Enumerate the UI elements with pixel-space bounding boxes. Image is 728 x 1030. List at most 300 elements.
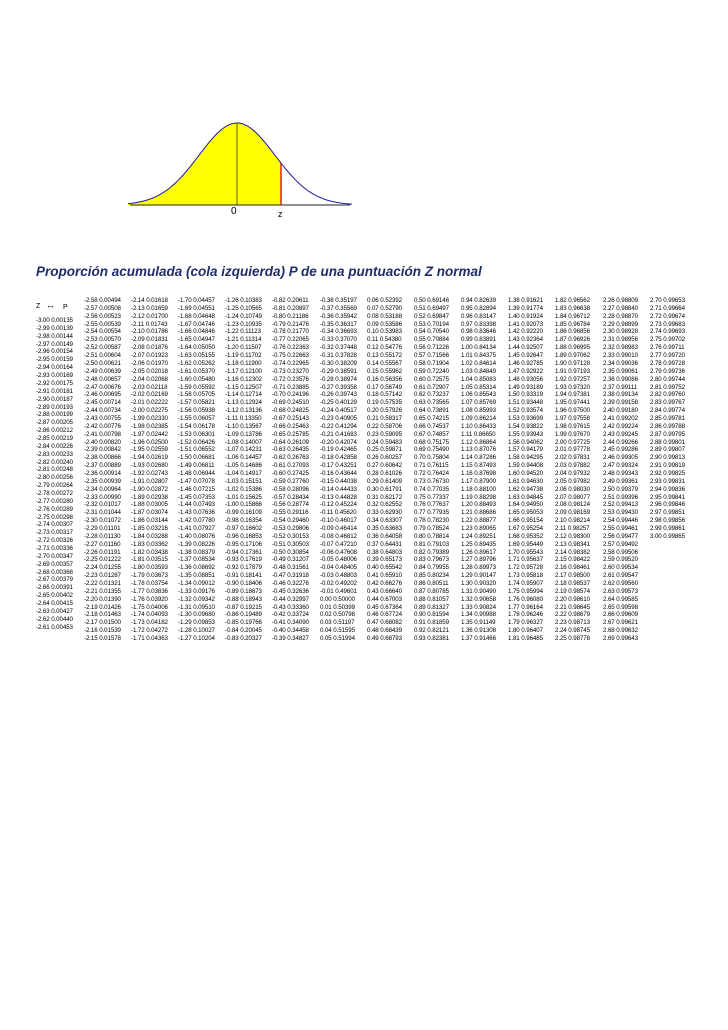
z-table-entry: -0.52 0.30153 [272,532,309,540]
z-table-entry: 0.37 0.64431 [367,540,402,548]
z-table-entry: -0.66 0.25463 [272,422,309,430]
z-table-entry: 1.46 0.92785 [508,359,543,367]
z-table-entry: 0.26 0.60257 [367,454,402,462]
z-table-entry: -1.56 0.05938 [178,407,215,414]
z-table-entry: -1.18 0.11900 [225,359,262,367]
z-table-entry: -1.16 0.12302 [225,375,262,383]
z-table-entry: 1.66 0.95154 [508,517,543,525]
z-table-entry: -0.28 0.38974 [320,375,357,383]
z-table-entry: -2.01 0.02222 [131,399,168,407]
z-table-entry: 2.46 0.99305 [603,454,638,462]
z-table-entry: -2.47 0.00676 [84,383,121,391]
z-table-entry: -0.75 0.22663 [272,352,309,359]
z-table-entry: -2.49 0.00639 [84,367,121,375]
z-table-entry: -0.13 0.44828 [320,493,357,501]
z-table-entry: 0.12 0.54776 [367,344,402,352]
z-table-entry: 2.91 0.99819 [650,462,685,470]
z-table-entry: 1.99 0.97670 [555,430,590,438]
z-table-entry: 1.65 0.95053 [508,509,543,517]
z-table-entry: 1.62 0.94738 [508,485,543,493]
header-arrow: ↔ [46,300,55,310]
z-table-entry: 1.27 0.89796 [461,556,496,564]
z-table-entry: 2.57 0.99492 [603,540,638,548]
z-table-entry: -0.49 0.31207 [272,556,309,564]
z-table-entry: -2.08 0.01876 [131,344,168,352]
z-table-entry: 2.34 0.99036 [603,359,638,367]
z-table-entry: -1.77 0.03836 [131,587,168,595]
z-table-entry: -1.81 0.03515 [131,556,168,564]
z-table-entry: -2.36 0.00914 [84,469,121,477]
z-table-entry: 2.53 0.99430 [603,509,638,517]
z-table-entry: 1.96 0.97500 [555,407,590,414]
z-table-entry: 0.73 0.76730 [414,477,449,485]
z-table-entry: 1.60 0.94520 [508,469,543,477]
z-table-entry: -0.76 0.22363 [272,344,309,352]
z-table-entry: 0.55 0.70884 [414,336,449,344]
z-table-entry: -2.02 0.02169 [131,391,168,399]
z-table-entry: -0.60 0.27425 [272,469,309,477]
z-table-entry: 1.12 0.86864 [461,438,496,446]
z-table-entry: -1.49 0.06811 [178,462,215,470]
z-table-entry: -0.08 0.46812 [320,532,357,540]
z-table-entry: -2.54 0.00554 [84,328,121,336]
z-table-entry: 0.02 0.50798 [320,611,355,619]
z-table-entry: 1.16 0.87698 [461,469,496,477]
z-table-entry: 1.79 0.96327 [508,619,543,627]
z-table-entry: 2.65 0.99598 [603,603,638,611]
z-table-entry: -0.88 0.18943 [225,595,262,603]
z-table-entry: -1.65 0.04947 [178,336,215,344]
z-table-entry: -2.25 0.01222 [84,556,121,564]
z-table-entry: 0.00 0.50000 [320,595,355,603]
z-table-entry: -2.61 0.00453 [36,623,73,631]
z-table-entry: -0.97 0.16602 [225,524,262,532]
z-table-entry: -1.12 0.13136 [225,407,262,414]
z-table-entry: -2.11 0.01743 [131,320,168,328]
z-table-entry: -2.26 0.01191 [84,548,121,556]
z-table-entry: -3.00 0.00135 [36,317,73,324]
z-table-entry: 0.42 0.66276 [367,580,402,587]
z-table-entry: -2.85 0.00219 [36,434,73,442]
z-table-entry: 0.33 0.62930 [367,509,402,517]
z-table-entry: -2.83 0.00233 [36,450,73,458]
z-table-entry: -2.43 0.00755 [84,414,121,422]
z-table-entry: -2.18 0.01463 [84,611,121,619]
z-table-entry: 2.92 0.99825 [650,469,685,477]
z-table-entry: -0.94 0.17361 [225,548,262,556]
z-table-entry: -0.21 0.41683 [320,430,357,438]
z-table-entry: -1.61 0.05370 [178,367,215,375]
z-table-entry: -2.21 0.01355 [84,587,121,595]
z-table-entry: 0.62 0.73237 [414,391,449,399]
z-table-entry: -0.73 0.23270 [272,367,309,375]
z-table-entry: -0.41 0.34090 [272,619,309,627]
z-table-entry: 1.98 0.97615 [555,422,590,430]
z-table-entry: 0.38 0.64803 [367,548,402,556]
z-table-entry: 1.29 0.90147 [461,572,496,580]
z-table-entry: 0.41 0.65910 [367,572,402,580]
z-table-entry: -0.91 0.18141 [225,572,262,580]
z-table-entry: 1.03 0.84849 [461,367,496,375]
z-table-entry: -2.96 0.00154 [36,348,73,356]
z-table-entry: 0.58 0.71904 [414,359,449,367]
z-table-entry: -0.57 0.28434 [272,493,309,501]
z-table-entry: -1.68 0.04648 [178,312,215,320]
z-table-entry: 1.85 0.96784 [555,320,590,328]
z-table-entry: 1.61 0.94630 [508,477,543,485]
z-table-entry: 1.80 0.96407 [508,627,543,635]
z-table-entry: 2.23 0.98713 [555,619,590,627]
z-table-entry: 2.51 0.99396 [603,493,638,501]
z-table-entry: -2.84 0.00226 [36,442,73,450]
z-table-entry: -2.10 0.01786 [131,328,168,336]
z-table-entry: -2.04 0.02068 [131,375,168,383]
z-table-entry: 2.96 0.99846 [650,501,685,509]
z-table-entry: -2.20 0.01390 [84,595,121,603]
z-table-entry: -1.00 0.15866 [225,501,262,509]
z-table-entry: 2.70 0.99653 [650,297,685,304]
z-table-entry: -1.35 0.08851 [178,572,215,580]
z-table-entry: 2.93 0.99831 [650,477,685,485]
z-table-entry: -0.05 0.48006 [320,556,357,564]
z-table-entry: 3.00 0.99865 [650,532,685,540]
z-table-entry: -1.62 0.05262 [178,359,215,367]
z-table-entry: 2.79 0.99736 [650,367,685,375]
z-table-entry: -0.07 0.47210 [320,540,357,548]
z-table-entry: -2.76 0.00289 [36,505,73,513]
z-table-entry: 2.00 0.97725 [555,438,590,446]
z-table-entry: 2.80 0.99744 [650,375,685,383]
z-table-entry: -1.64 0.05050 [178,344,215,352]
z-table-entry: -1.38 0.08379 [178,548,215,556]
z-table-entry: 2.66 0.99609 [603,611,638,619]
z-table-entry: 1.78 0.96246 [508,611,543,619]
z-table-entry: 0.91 0.81859 [414,619,449,627]
z-table-entry: -0.04 0.48405 [320,564,357,572]
z-table-entry: -2.55 0.00539 [84,320,121,328]
z-table-entry: 1.18 0.88100 [461,485,496,493]
z-table-entry: -0.61 0.27093 [272,462,309,470]
z-table-entry: 1.77 0.96164 [508,603,543,611]
z-table-entry: 0.93 0.82381 [414,635,449,642]
z-table-entry: -0.32 0.37448 [320,344,357,352]
z-table-entry: -2.65 0.00402 [36,592,73,600]
z-table-entry: -0.38 0.35197 [320,297,357,304]
z-table-entry: 2.05 0.97982 [555,477,590,485]
z-table-entry: 0.16 0.56356 [367,375,402,383]
z-table-entry: 0.92 0.82121 [414,627,449,635]
z-table-entry: -0.74 0.22965 [272,359,309,367]
z-table-entry: 1.36 0.91308 [461,627,496,635]
z-table-entry: -0.47 0.31918 [272,572,309,580]
z-table-entry: -1.54 0.06178 [178,422,215,430]
z-table-entry: -2.92 0.00175 [36,379,73,387]
z-table-entry: -0.67 0.25143 [272,414,309,422]
z-table-entry: -0.35 0.36317 [320,320,357,328]
z-table-entry: -2.63 0.00427 [36,607,73,615]
z-table-entry: 1.72 0.95728 [508,564,543,572]
z-table-entry: -0.82 0.20611 [272,297,309,304]
z-table-entry: 2.06 0.98030 [555,485,590,493]
z-table-entry: 2.42 0.99224 [603,422,638,430]
z-table-entry: -0.72 0.23576 [272,375,309,383]
z-table-entry: -0.83 0.20327 [225,635,262,642]
z-table-entry: 0.71 0.76115 [414,462,449,470]
z-table-entry: 1.86 0.96856 [555,328,590,336]
z-table-entry: -0.54 0.29460 [272,517,309,525]
origin-label: 0 [231,206,237,217]
z-table-entry: 2.82 0.99760 [650,391,685,399]
z-table-entry: 1.38 0.91621 [508,297,543,304]
z-table-entry: 0.61 0.72907 [414,383,449,391]
z-table-entry: 0.30 0.61791 [367,485,402,493]
z-table-entry: 2.45 0.99286 [603,446,638,454]
z-table-entry: 2.95 0.99841 [650,493,685,501]
z-table-entry: 2.08 0.98124 [555,501,590,509]
z-table-entry: -0.96 0.16853 [225,532,262,540]
z-table-entry: -1.45 0.07353 [178,493,215,501]
z-table-entry: 0.05 0.51994 [320,635,355,642]
z-table-entry: 0.27 0.60642 [367,462,402,470]
z-table-entry: 2.74 0.99693 [650,328,685,336]
z-table-entry: 1.40 0.91924 [508,312,543,320]
z-table-entry: -1.30 0.09680 [178,611,215,619]
z-table-entry: -1.79 0.03673 [131,572,168,580]
z-table-entry: -2.67 0.00379 [36,576,73,584]
z-table-entry: 0.63 0.73565 [414,399,449,407]
z-table-entry: 2.59 0.99520 [603,556,638,564]
z-table-entry: 2.15 0.98422 [555,556,590,564]
z-table-entry: -2.41 0.00798 [84,430,121,438]
z-table-entry: 2.85 0.99781 [650,414,685,422]
z-table-entry: 0.66 0.74537 [414,422,449,430]
z-table-entry: -1.50 0.06681 [178,454,215,462]
z-table-entry: 2.62 0.99560 [603,580,638,587]
z-table-entry: 0.75 0.77337 [414,493,449,501]
z-table-entry: -2.86 0.00212 [36,427,73,434]
z-table-entry: -2.32 0.01017 [84,501,121,509]
z-table-entry: -1.03 0.15151 [225,477,262,485]
z-table-entry: 0.23 0.59095 [367,430,402,438]
z-table-entry: 1.22 0.88877 [461,517,496,525]
z-table-entry: 1.58 0.94295 [508,454,543,462]
z-table-entry: -1.51 0.06552 [178,446,215,454]
z-table-entry: -2.71 0.00336 [36,544,73,552]
z-table-entry: 0.70 0.75804 [414,454,449,462]
z-table-entry: 1.37 0.91466 [461,635,496,642]
z-table-entry: -0.55 0.29116 [272,509,309,517]
z-table-entry: 1.67 0.95254 [508,524,543,532]
z-table-entry: -1.74 0.04093 [131,611,168,619]
z-table-entry: 0.67 0.74857 [414,430,449,438]
z-table-entry: 2.28 0.98870 [603,312,638,320]
z-table-entry: 0.54 0.70540 [414,328,449,336]
z-table-entry: -2.50 0.00621 [84,359,121,367]
z-table-entry: 0.65 0.74215 [414,414,449,422]
z-table-entry: 0.51 0.69497 [414,304,449,312]
z-table-entry: 1.70 0.95543 [508,548,543,556]
z-table-entry: -0.19 0.42465 [320,446,357,454]
z-table-entry: -0.37 0.35569 [320,304,357,312]
z-table-entry: -0.25 0.40129 [320,399,357,407]
z-table-entry: 0.39 0.65173 [367,556,402,564]
z-table-entry: -2.75 0.00298 [36,513,73,521]
z-table-entry: -0.16 0.43644 [320,469,357,477]
z-table-entry: -0.02 0.49202 [320,580,357,587]
z-table-entry: 1.07 0.85769 [461,399,496,407]
z-table-entry: -2.66 0.00391 [36,584,73,592]
z-table-entry: 0.76 0.77637 [414,501,449,509]
z-table-entry: 2.56 0.99477 [603,532,638,540]
z-table-entry: 2.83 0.99767 [650,399,685,407]
z-table-entry: -0.87 0.19215 [225,603,262,611]
z-table-entry: -1.47 0.07078 [178,477,215,485]
z-table-entry: -1.34 0.09012 [178,580,215,587]
z-table-entry: 1.91 0.97193 [555,367,590,375]
z-table-entry: -1.95 0.02559 [131,446,168,454]
z-table-entry: -2.09 0.01831 [131,336,168,344]
z-table-entry: -0.69 0.24510 [272,399,309,407]
z-table-entry: 0.68 0.75175 [414,438,449,446]
z-table-entry: 2.88 0.99801 [650,438,685,446]
z-table-entry: 1.88 0.96995 [555,344,590,352]
z-table-entry: 2.81 0.99752 [650,383,685,391]
z-table-entry: -2.07 0.01923 [131,352,168,359]
z-table-entry: -2.88 0.00199 [36,411,73,419]
z-table-entry: 2.31 0.98956 [603,336,638,344]
z-table-entry: 0.50 0.69146 [414,297,449,304]
z-table-entry: 0.78 0.78230 [414,517,449,525]
z-table-entry: -1.10 0.13567 [225,422,262,430]
z-table-entry: -2.33 0.00990 [84,493,121,501]
z-table-entry: -2.00 0.02275 [131,407,168,414]
z-table-entry: 2.04 0.97932 [555,469,590,477]
z-table-entry: 1.05 0.85314 [461,383,496,391]
z-table-entry: -1.36 0.08692 [178,564,215,572]
z-table-entry: -0.42 0.33724 [272,611,309,619]
z-table-entry: -2.72 0.00326 [36,537,73,545]
z-table-entry: 1.20 0.88493 [461,501,496,509]
z-table-entry: -1.22 0.11123 [225,328,261,336]
z-table-entry: -0.43 0.33360 [272,603,309,611]
z-table-entry: 2.09 0.98169 [555,509,590,517]
z-table-entry: -1.75 0.04006 [131,603,168,611]
z-table-entry: 2.87 0.99795 [650,430,685,438]
z-table-entry: 1.93 0.97320 [555,383,590,391]
z-table-entry: 1.52 0.93574 [508,407,543,414]
z-table-entry: 1.55 0.93943 [508,430,543,438]
z-table-entry: 1.74 0.95907 [508,580,543,587]
z-table-entry: 0.13 0.55172 [367,352,402,359]
z-table-entry: -0.24 0.40517 [320,407,357,414]
z-table-entry: 1.43 0.92364 [508,336,543,344]
z-table-entry: -1.25 0.10565 [225,304,262,312]
z-table-entry: 1.00 0.84134 [461,344,496,352]
z-table-entry: 2.24 0.98745 [555,627,590,635]
z-table-entry: 1.17 0.87900 [461,477,496,485]
z-table-entry: -1.71 0.04363 [131,635,168,642]
z-table-entry: -2.62 0.00440 [36,615,73,623]
z-table-entry: 1.34 0.90988 [461,611,496,619]
z-table-entry: -2.74 0.00307 [36,521,73,529]
z-table-entry: -2.15 0.01578 [84,635,121,642]
z-table-entry: 0.85 0.80234 [414,572,449,580]
z-table-entry: 2.78 0.99728 [650,359,685,367]
z-table-entry: 1.87 0.96926 [555,336,590,344]
z-table-entry: -0.65 0.25785 [272,430,309,438]
z-table-entry: -0.80 0.21186 [272,312,309,320]
z-table-entry: 0.99 0.83891 [461,336,496,344]
z-table-entry: -2.79 0.00264 [36,482,73,490]
z-table-entry: -2.99 0.00139 [36,324,73,332]
z-table-entry: 2.35 0.99061 [603,367,638,375]
z-table-entry: 1.08 0.85993 [461,407,496,414]
z-table-entry: -1.44 0.07493 [178,501,215,509]
z-table-entry: -1.48 0.06944 [178,469,215,477]
z-table-entry: -1.96 0.02500 [131,438,168,446]
z-table-entry: 0.87 0.80785 [414,587,449,595]
z-table-entry: 0.81 0.79103 [414,540,449,548]
z-table-entry: -1.27 0.10204 [178,635,215,642]
z-table-entry: -0.99 0.16109 [225,509,262,517]
z-table-entry: -2.12 0.01700 [131,312,168,320]
z-table-entry: -0.40 0.34458 [272,627,309,635]
z-table-entry: 1.01 0.84375 [461,352,496,359]
z-table-entry: 1.71 0.95637 [508,556,543,564]
z-table-entry: -1.05 0.14686 [225,462,262,470]
z-table-entry: 2.60 0.99534 [603,564,638,572]
z-table-entry: 0.25 0.59871 [367,446,402,454]
z-table-entry: 2.19 0.98574 [555,587,590,595]
z-table-entry: -0.48 0.31561 [272,564,309,572]
z-table-entry: -2.87 0.00205 [36,419,73,427]
z-table-entry: 1.95 0.97441 [555,399,590,407]
z-table-entry: 0.03 0.51197 [320,619,355,627]
z-table-entry: 2.99 0.99861 [650,524,685,532]
z-table-entry: 0.29 0.61409 [367,477,402,485]
z-table-entry: 0.14 0.55567 [367,359,402,367]
z-table-entry: -1.39 0.08226 [178,540,215,548]
z-table-entry: 0.07 0.52790 [367,304,402,312]
z-table-entry: -2.89 0.00193 [36,403,73,411]
z-table-entry: 0.59 0.72240 [414,367,449,375]
z-table-entry: 2.01 0.97778 [555,446,590,454]
z-table-entry: -0.84 0.20045 [225,627,262,635]
z-table-entry: 1.06 0.85543 [461,391,496,399]
z-table-entry: 1.24 0.89251 [461,532,496,540]
z-table-entry: 0.96 0.83147 [461,312,496,320]
z-table-entry: 1.89 0.97062 [555,352,590,359]
z-table-entry: -2.40 0.00820 [84,438,121,446]
z-table-entry: 0.46 0.67724 [367,611,402,619]
z-label: z [278,209,283,219]
z-table-entry: -0.81 0.20897 [272,304,309,312]
z-table-entry: -0.18 0.42858 [320,454,357,462]
z-table-entry: -1.78 0.03754 [131,580,168,587]
z-table-entry: -2.05 0.02018 [131,367,168,375]
z-table-entry: 2.29 0.98899 [603,320,638,328]
z-table-entry: 0.44 0.67003 [367,595,402,603]
z-table-entry: 0.18 0.57142 [367,391,402,399]
z-table-entry: -2.35 0.00939 [84,477,121,485]
z-table-entry: -0.89 0.18673 [225,587,262,595]
z-table-entry: -0.10 0.46017 [320,517,357,525]
z-table-entry: 1.35 0.91149 [461,619,496,627]
header-z: Z [36,303,41,310]
z-table-entry: 2.16 0.98461 [555,564,590,572]
z-table-entry: 0.40 0.65542 [367,564,402,572]
z-table-entry: -2.56 0.00523 [84,312,121,320]
